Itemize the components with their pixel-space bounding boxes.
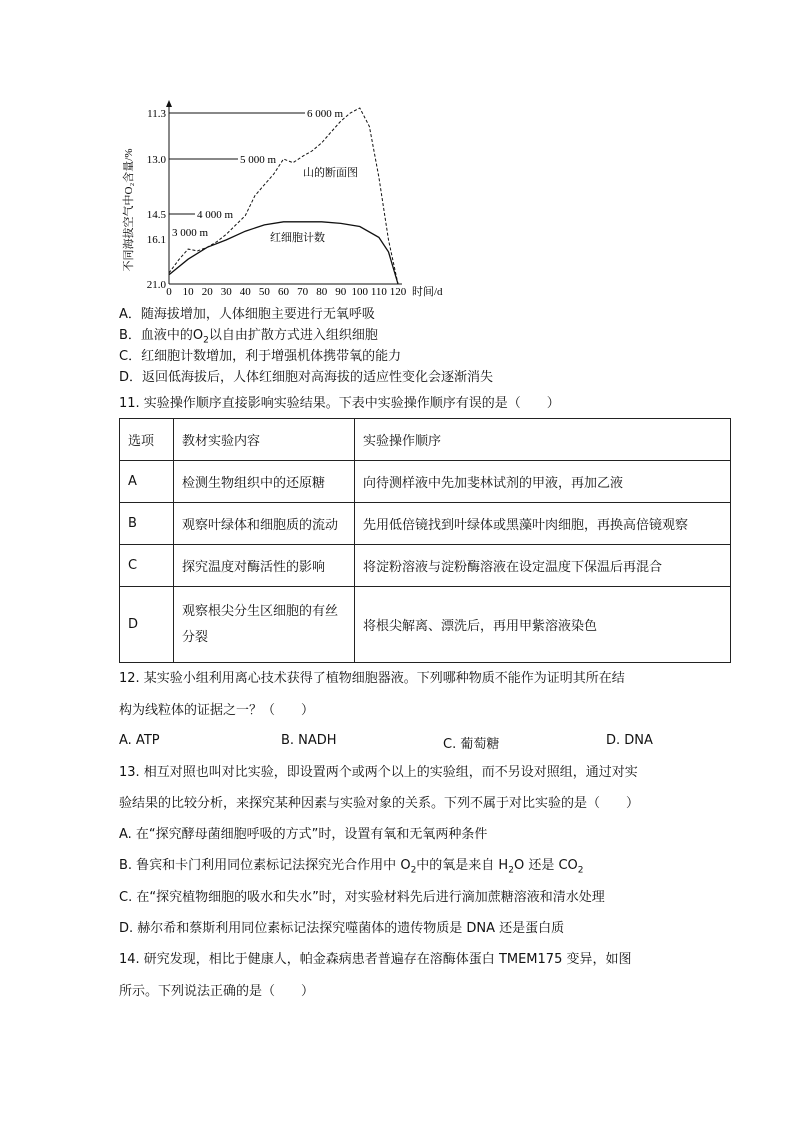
- table-cell: A: [120, 461, 174, 503]
- q10-option-b-text: 以自由扩散方式进入组织细胞: [208, 328, 378, 343]
- table-header-cell: 实验操作顺序: [355, 419, 731, 461]
- table-cell: 观察叶绿体和细胞质的流动: [174, 503, 355, 545]
- q11-table: [119, 418, 731, 663]
- x-tick-label: 110: [370, 286, 387, 298]
- table-cell: B: [120, 503, 174, 545]
- altitude-label-4000: 4 000 m: [197, 209, 234, 221]
- x-tick-label: 20: [201, 286, 213, 298]
- x-tick-label: 60: [278, 286, 289, 298]
- q10-option-c[interactable]: C．红细胞计数增加，利于增强机体携带氧的能力: [119, 349, 402, 364]
- x-tick-label: 10: [182, 286, 194, 298]
- y-tick-label: 13.0: [146, 154, 166, 166]
- y-tick-label: 11.3: [147, 108, 166, 120]
- q12-choice-d[interactable]: D. DNA: [606, 733, 653, 748]
- table-row[interactable]: [120, 587, 731, 663]
- x-tick-label: 80: [316, 286, 328, 298]
- subscript: 2: [577, 865, 584, 876]
- y-axis-label: 不同海拔空气中O₂含量/%: [123, 148, 135, 272]
- q13-stem-line2: 验结果的比较分析，来探究某种因素与实验对象的关系。下列不属于对比实验的是（ ）: [119, 796, 640, 811]
- y-tick-label: 21.0: [146, 279, 166, 291]
- q13-option-b[interactable]: [119, 857, 584, 880]
- q13-option-a[interactable]: A. 在“探究酵母菌细胞呼吸的方式”时，设置有氧和无氧两种条件: [119, 827, 488, 842]
- q12-choice-b[interactable]: B. NADH: [281, 733, 337, 748]
- table-cell: D: [120, 587, 174, 663]
- q12-choice-c[interactable]: C. 葡萄糖: [443, 737, 500, 752]
- subscript: 2: [508, 865, 514, 876]
- table-cell: 观察根尖分生区细胞的有丝分裂: [174, 587, 355, 663]
- q10-option-b[interactable]: [119, 327, 378, 350]
- q13-option-c[interactable]: C. 在“探究植物细胞的吸水和失水”时，对实验材料先后进行滴加蔗糖溶液和清水处理: [119, 890, 605, 905]
- q12-stem-line1: 12. 某实验小组利用离心技术获得了植物细胞器液。下列哪种物质不能作为证明其所在结: [119, 671, 625, 686]
- q14-stem-line2: 所示。下列说法正确的是（ ）: [119, 984, 315, 999]
- altitude-label-3000: 3 000 m: [172, 227, 209, 239]
- table-cell: 将淀粉溶液与淀粉酶溶液在设定温度下保温后再混合: [355, 545, 731, 587]
- q10-option-a[interactable]: A．随海拔增加，人体细胞主要进行无氧呼吸: [119, 307, 375, 322]
- mountain-profile-curve: [169, 108, 398, 284]
- x-tick-label: 100: [351, 286, 369, 298]
- table-cell: 先用低倍镜找到叶绿体或黑藻叶肉细胞，再换高倍镜观察: [355, 503, 731, 545]
- table-row[interactable]: [120, 545, 731, 587]
- mountain-profile-label: 山的断面图: [303, 167, 358, 179]
- q13-option-b-text: B. 鲁宾和卡门利用同位素标记法探究光合作用中 O: [119, 858, 411, 873]
- altitude-label-5000: 5 000 m: [240, 154, 277, 166]
- table-header-row: [120, 419, 731, 461]
- q12-stem-line2: 构为线粒体的证据之一？（ ）: [119, 703, 315, 718]
- table-cell: 检测生物组织中的还原糖: [174, 461, 355, 503]
- table-cell: 探究温度对酶活性的影响: [174, 545, 355, 587]
- subscript: 2: [410, 865, 417, 876]
- table-header-cell: 教材实验内容: [174, 419, 355, 461]
- table-row[interactable]: [120, 503, 731, 545]
- q13-option-b-text: 中的氧是来自 H: [416, 858, 509, 873]
- x-tick-label: 90: [335, 286, 347, 298]
- q13-option-b-text: O 还是 CO: [513, 858, 578, 873]
- q14-stem-line1: 14. 研究发现，相比于健康人，帕金森病患者普遍存在溶酶体蛋白 TMEM175 变异，如图: [119, 952, 632, 967]
- x-tick-label: 30: [220, 286, 232, 298]
- oxygen-altitude-chart: [110, 98, 470, 306]
- x-tick-label: 70: [297, 286, 309, 298]
- q12-choice-a[interactable]: A. ATP: [119, 733, 160, 748]
- table-cell: C: [120, 545, 174, 587]
- y-axis-arrow: [166, 100, 172, 107]
- x-tick-label: 40: [239, 286, 251, 298]
- altitude-label-6000: 6 000 m: [307, 108, 344, 120]
- rbc-count-label: 红细胞计数: [270, 232, 325, 244]
- x-tick-label: 50: [258, 286, 270, 298]
- table-cell: 向待测样液中先加斐林试剂的甲液，再加乙液: [355, 461, 731, 503]
- table-row[interactable]: [120, 461, 731, 503]
- subscript: 2: [203, 335, 209, 346]
- table-cell: 将根尖解离、漂洗后，再用甲紫溶液染色: [355, 587, 731, 663]
- q13-stem-line1: 13. 相互对照也叫对比实验，即设置两个或两个以上的实验组，而不另设对照组，通过对实: [119, 765, 638, 780]
- y-tick-label: 14.5: [146, 209, 166, 221]
- table-header-cell: 选项: [120, 419, 174, 461]
- y-tick-label: 16.1: [146, 234, 166, 246]
- q11-stem: 11. 实验操作顺序直接影响实验结果。下表中实验操作顺序有误的是（ ）: [119, 396, 560, 411]
- x-axis-label: 时间/d: [412, 286, 443, 298]
- x-tick-label: 0: [166, 286, 172, 298]
- q10-option-b-text: B．血液中的O: [119, 328, 204, 343]
- x-tick-label: 120: [389, 286, 407, 298]
- q10-option-d[interactable]: D．返回低海拔后，人体红细胞对高海拔的适应性变化会逐渐消失: [119, 370, 494, 385]
- q13-option-d[interactable]: D. 赫尔希和蔡斯利用同位素标记法探究噬菌体的遗传物质是 DNA 还是蛋白质: [119, 921, 565, 936]
